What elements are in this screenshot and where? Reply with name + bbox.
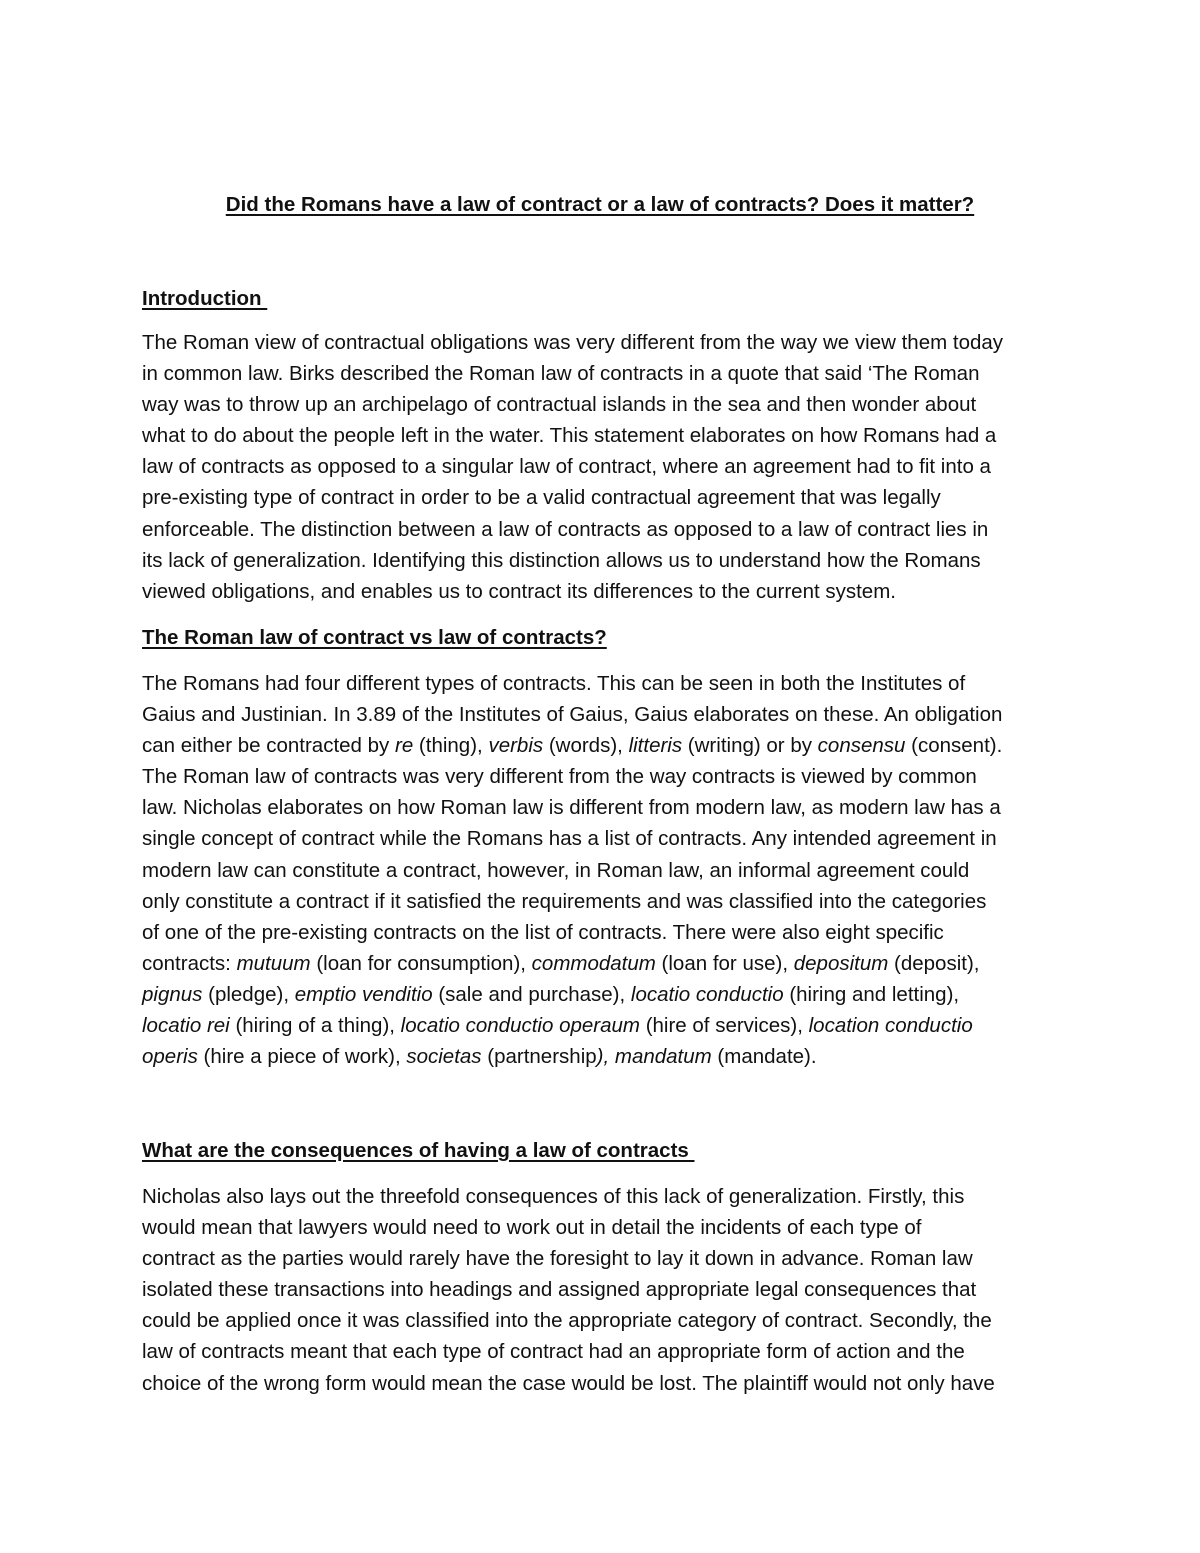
text-run: (loan for use), xyxy=(655,951,794,975)
text-line xyxy=(142,1368,1067,1399)
text-run: would mean that lawyers would need to work out in detail the incidents of each type of xyxy=(142,1216,922,1240)
text-line xyxy=(142,1041,1067,1072)
italic-term: operis xyxy=(142,1045,198,1069)
text-run: (hire a piece of work), xyxy=(197,1045,407,1069)
heading-introduction: Introduction xyxy=(142,287,268,310)
text-run: what to do about the people left in the water. This statement elaborates on how Romans had a xyxy=(142,424,997,448)
text-line xyxy=(142,576,1067,607)
text-run: modern law can constitute a contract, however, in Roman law, an informal agreement could xyxy=(142,858,970,882)
text-run: could be applied once it was classified into the appropriate category of contract. Secondly, the xyxy=(142,1309,992,1333)
text-line xyxy=(142,668,1067,699)
italic-term: consensu xyxy=(817,734,906,758)
text-line xyxy=(142,855,1067,886)
text-run: can either be contracted by xyxy=(142,734,395,758)
text-run: contracts: xyxy=(142,951,237,975)
italic-term: locatio rei xyxy=(142,1014,230,1038)
text-line xyxy=(142,1181,1067,1212)
text-run: contract as the parties would rarely have the foresight to lay it down in advance. Roman law xyxy=(142,1247,973,1271)
text-line xyxy=(142,358,1067,389)
text-run: its lack of generalization. Identifying this distinction allows us to understand how the Romans xyxy=(142,548,981,572)
text-line xyxy=(142,545,1067,576)
text-run: (pledge), xyxy=(202,982,295,1006)
text-run: pre-existing type of contract in order to be a valid contractual agreement that was legally xyxy=(142,486,941,510)
italic-term: location conductio xyxy=(808,1014,973,1038)
italic-term: locatio conductio xyxy=(630,982,784,1006)
text-run: isolated these transactions into headings and assigned appropriate legal consequences that xyxy=(142,1278,977,1302)
text-run: in common law. Birks described the Roman law of contracts in a quote that said ‘The Roman xyxy=(142,362,980,386)
text-run: (consent). xyxy=(905,734,1003,758)
text-run: (partnership xyxy=(481,1045,597,1069)
text-line xyxy=(142,948,1067,979)
paragraph-consequences xyxy=(142,1181,1067,1399)
text-run: (words), xyxy=(543,734,629,758)
text-line xyxy=(142,1243,1067,1274)
text-line xyxy=(142,979,1067,1010)
text-run: Gaius and Justinian. In 3.89 of the Institutes of Gaius, Gaius elaborates on these. An obligation xyxy=(142,703,1003,727)
text-run: (deposit), xyxy=(888,951,980,975)
text-run: (hiring of a thing), xyxy=(229,1014,401,1038)
text-run: (thing), xyxy=(413,734,489,758)
text-run: way was to throw up an archipelago of contractual islands in the sea and then wonder about xyxy=(142,393,977,417)
text-line xyxy=(142,1274,1067,1305)
text-line xyxy=(142,327,1067,358)
paragraph-roman-law-of-contracts xyxy=(142,668,1067,1072)
italic-term: mutuum xyxy=(236,951,311,975)
text-run: (loan for consumption), xyxy=(310,951,532,975)
text-line xyxy=(142,823,1067,854)
text-line xyxy=(142,886,1067,917)
text-run: enforceable. The distinction between a law of contracts as opposed to a law of contract lies in xyxy=(142,517,989,541)
italic-term: re xyxy=(395,734,414,758)
text-line xyxy=(142,420,1067,451)
text-run: The Roman view of contractual obligations was very different from the way we view them today xyxy=(142,331,1004,354)
italic-term: commodatum xyxy=(531,951,656,975)
italic-term: depositum xyxy=(793,951,889,975)
text-line xyxy=(142,761,1067,792)
text-run: (hiring and letting), xyxy=(783,982,960,1006)
text-line xyxy=(142,451,1067,482)
text-run: of one of the pre-existing contracts on the list of contracts. There were also eight specific xyxy=(142,920,944,944)
text-run: (sale and purchase), xyxy=(432,982,631,1006)
text-line xyxy=(142,1212,1067,1243)
italic-term: ), mandatum xyxy=(596,1045,712,1069)
text-line xyxy=(142,1305,1067,1336)
text-run: (hire of services), xyxy=(640,1014,809,1038)
italic-term: locatio conductio operaum xyxy=(400,1014,640,1038)
text-run: law of contracts as opposed to a singular law of contract, where an agreement had to fit into a xyxy=(142,455,991,479)
text-line xyxy=(142,917,1067,948)
italic-term: verbis xyxy=(488,734,544,758)
text-run: only constitute a contract if it satisfied the requirements and was classified into the categories xyxy=(142,889,987,913)
text-run: The Roman law of contracts was very different from the way contracts is viewed by common xyxy=(142,765,977,789)
text-run: (mandate). xyxy=(711,1045,817,1069)
text-line xyxy=(142,514,1067,545)
text-run: single concept of contract while the Romans has a list of contracts. Any intended agreement in xyxy=(142,827,997,851)
heading-law-of-contract-vs-contracts: The Roman law of contract vs law of contracts? xyxy=(142,626,607,649)
text-run: viewed obligations, and enables us to contract its differences to the current system. xyxy=(142,579,896,603)
text-run: choice of the wrong form would mean the case would be lost. The plaintiff would not only have xyxy=(142,1371,995,1395)
italic-term: emptio venditio xyxy=(294,982,433,1006)
text-line xyxy=(142,699,1067,730)
text-run: Nicholas also lays out the threefold consequences of this lack of generalization. Firstly, this xyxy=(142,1185,965,1208)
document-title: Did the Romans have a law of contract or a law of contracts? Does it matter? xyxy=(225,193,975,216)
italic-term: litteris xyxy=(628,734,683,758)
text-run: law. Nicholas elaborates on how Roman law is different from modern law, as modern law has a xyxy=(142,796,1001,820)
text-line xyxy=(142,1336,1067,1367)
italic-term: societas xyxy=(406,1045,482,1069)
italic-term: pignus xyxy=(142,982,203,1006)
text-line xyxy=(142,792,1067,823)
text-line xyxy=(142,730,1067,761)
text-run: law of contracts meant that each type of contract had an appropriate form of action and the xyxy=(142,1340,965,1364)
paragraph-introduction xyxy=(142,327,1067,607)
text-line xyxy=(142,482,1067,513)
text-line xyxy=(142,389,1067,420)
text-line xyxy=(142,1010,1067,1041)
text-run: (writing) or by xyxy=(682,734,818,758)
text-run: The Romans had four different types of contracts. This can be seen in both the Institutes of xyxy=(142,672,966,695)
heading-consequences: What are the consequences of having a law of contracts xyxy=(142,1139,695,1162)
